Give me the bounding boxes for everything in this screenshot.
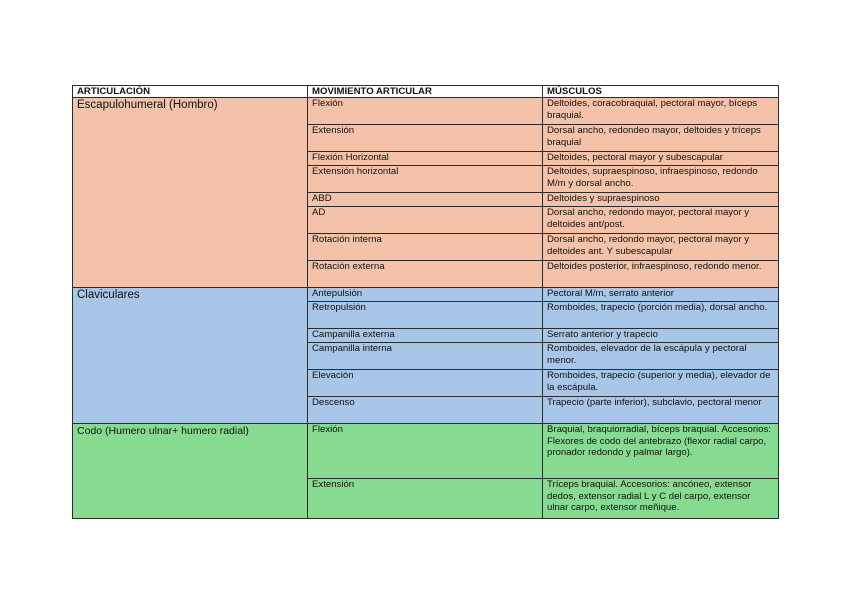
- muscles-cell: Pectoral M/m, serrato anterior: [543, 288, 779, 302]
- movement-cell: Campanilla interna: [308, 343, 543, 370]
- movement-cell: Flexión: [308, 98, 543, 125]
- movement-cell: Flexión Horizontal: [308, 152, 543, 166]
- muscles-cell: Trapecio (parte inferior), subclavio, pectoral menor: [543, 397, 779, 424]
- muscles-cell: Serrato anterior y trapecio: [543, 329, 779, 343]
- muscles-cell: Romboides, elevador de la escápula y pectoral menor.: [543, 343, 779, 370]
- muscles-cell: Dorsal ancho, redondo mayor, pectoral mayor y deltoides ant/post.: [543, 207, 779, 234]
- muscles-cell: Dorsal ancho, redondo mayor, pectoral mayor y deltoides ant. Y subescapular: [543, 234, 779, 261]
- movement-cell: Retropulsión: [308, 302, 543, 329]
- table-row: [73, 98, 779, 125]
- header-musculos: MÚSCULOS: [543, 86, 779, 98]
- muscles-cell: Deltoides, supraespinoso, infraespinoso, redondo M/m y dorsal ancho.: [543, 166, 779, 193]
- movement-cell: Extensión: [308, 125, 543, 152]
- muscles-cell: Deltoides posterior, infraespinoso, redondo menor.: [543, 261, 779, 288]
- movement-cell: Descenso: [308, 397, 543, 424]
- header-articulacion: ARTICULACIÓN: [73, 86, 308, 98]
- header-movimiento: MOVIMIENTO ARTICULAR: [308, 86, 543, 98]
- movement-cell: Elevación: [308, 370, 543, 397]
- movement-cell: Campanilla externa: [308, 329, 543, 343]
- muscles-cell: Deltoides, coracobraquial, pectoral mayor, bíceps braquial.: [543, 98, 779, 125]
- muscles-table: [72, 85, 779, 519]
- muscles-cell: Tríceps braquial. Accesorios: ancóneo, extensor dedos, extensor radial L y C del carpo, extensor ulnar carpo, extensor meñique.: [543, 479, 779, 519]
- group-codo: [73, 424, 779, 519]
- header-row: [73, 86, 779, 98]
- muscles-cell: Deltoides, pectoral mayor y subescapular: [543, 152, 779, 166]
- movement-cell: AD: [308, 207, 543, 234]
- movement-cell: Rotación interna: [308, 234, 543, 261]
- group-escapulohumeral: [73, 98, 779, 288]
- muscles-cell: Dorsal ancho, redondeo mayor, deltoides y tríceps braquial: [543, 125, 779, 152]
- muscles-cell: Romboides, trapecio (superior y media), elevador de la escápula.: [543, 370, 779, 397]
- table-row: [73, 288, 779, 302]
- movement-cell: Flexión: [308, 424, 543, 479]
- muscles-cell: Romboides, trapecio (porción media), dorsal ancho.: [543, 302, 779, 329]
- table-row: [73, 424, 779, 479]
- joint-cell: Claviculares: [73, 288, 308, 424]
- movement-cell: Antepulsión: [308, 288, 543, 302]
- movement-cell: Extensión horizontal: [308, 166, 543, 193]
- movement-cell: Extensión: [308, 479, 543, 519]
- group-claviculares: [73, 288, 779, 424]
- muscles-cell: Braquial, braquiorradial, bíceps braquial. Accesorios: Flexores de codo del antebrazo (flexor radial carpo, pronador redondo y palmar largo).: [543, 424, 779, 479]
- muscles-cell: Deltoides y supraespinoso: [543, 193, 779, 207]
- movement-cell: ABD: [308, 193, 543, 207]
- joint-cell: Escapulohumeral (Hombro): [73, 98, 308, 288]
- movement-cell: Rotación externa: [308, 261, 543, 288]
- joint-cell: Codo (Humero ulnar+ humero radial): [73, 424, 308, 519]
